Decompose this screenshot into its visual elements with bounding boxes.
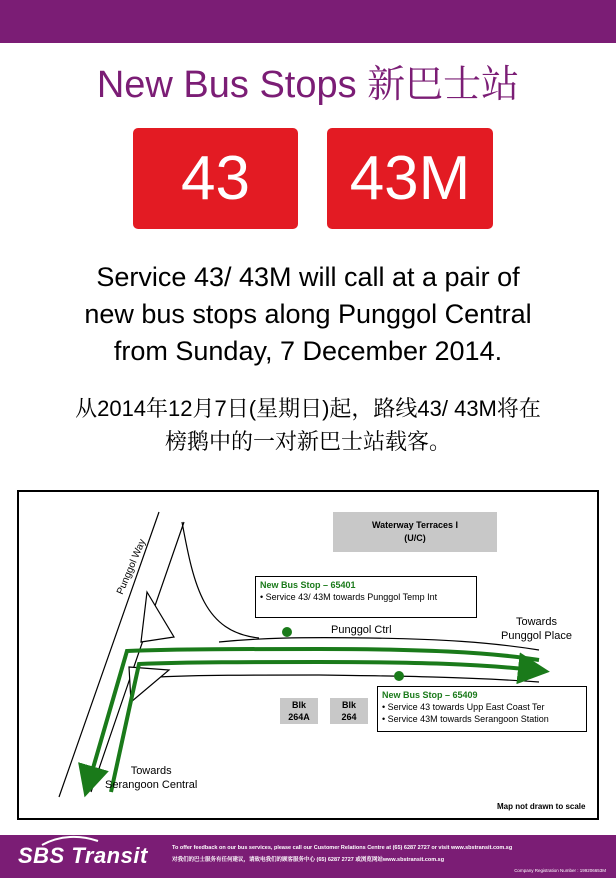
- footer-feedback-zh: 对我们的巴士服务有任何建议，请致电我们的顾客服务中心 (65) 6287 2727 或浏览网站www.sbstransit.com.sg: [172, 857, 445, 863]
- direction-label-serangoon-central: [105, 764, 197, 792]
- bus-stop-service-line: • Service 43/ 43M towards Punggol Temp Int: [260, 592, 438, 602]
- road-label-punggol-ctrl: Punggol Ctrl: [331, 624, 392, 636]
- road-label-punggol-way: Punggol Way: [115, 537, 149, 597]
- route-map: [17, 490, 599, 820]
- footer-feedback-en: To offer feedback on our bus services, please call our Customer Relations Centre at (65) 6287 2727 or visit www.sbstransit.com.sg: [172, 845, 513, 851]
- announcement-en-line-2: new bus stops along Punggol Central: [84, 299, 532, 329]
- building-status: (U/C): [404, 533, 426, 543]
- service-badge-43m: 43M: [327, 128, 493, 229]
- direction-label-line: Towards: [130, 765, 172, 777]
- footer: [0, 835, 616, 878]
- direction-label-line: Towards: [515, 616, 557, 628]
- announcement-zh-line-1: 从2014年12月7日(星期日)起，路线43/ 43M将在: [75, 396, 541, 421]
- bus-stop-service-line: • Service 43 towards Upp East Coast Ter: [382, 702, 545, 712]
- block-number: 264A: [288, 712, 310, 722]
- company-registration: Company Registration Number : 199206653M: [514, 868, 606, 873]
- block-label: Blk: [341, 700, 356, 710]
- direction-label-punggol-place: [501, 615, 572, 643]
- bus-stop-service-line: • Service 43M towards Serangoon Station: [382, 714, 549, 724]
- service-badge-43: 43: [133, 128, 298, 229]
- block-264: [330, 698, 368, 724]
- announcement-en-line-1: Service 43/ 43M will call at a pair of: [96, 262, 520, 292]
- page-title: New Bus Stops 新巴士站: [96, 64, 520, 106]
- block-number: 264: [341, 712, 357, 722]
- block-label: Blk: [291, 700, 306, 710]
- direction-label-line: Serangoon Central: [105, 779, 198, 791]
- bus-stop-65401-callout: [255, 576, 477, 618]
- top-bar: [0, 0, 616, 43]
- direction-label-line: Punggol Place: [501, 630, 572, 642]
- bus-stop-title: New Bus Stop – 65401: [260, 580, 356, 590]
- building-name: Waterway Terraces I: [371, 520, 459, 530]
- announcement-en-line-3: from Sunday, 7 December 2014.: [113, 336, 503, 366]
- building-waterway-terraces: [333, 512, 497, 552]
- bus-stop-65409-callout: [377, 686, 587, 732]
- bus-stop-title: New Bus Stop – 65409: [382, 690, 478, 700]
- sbs-transit-logo: SBS Transit: [18, 843, 148, 868]
- announcement-zh-line-2: 榜鹅中的一对新巴士站载客。: [164, 429, 451, 454]
- map-scale-note: Map not drawn to scale: [497, 802, 586, 811]
- block-264a: [280, 698, 318, 724]
